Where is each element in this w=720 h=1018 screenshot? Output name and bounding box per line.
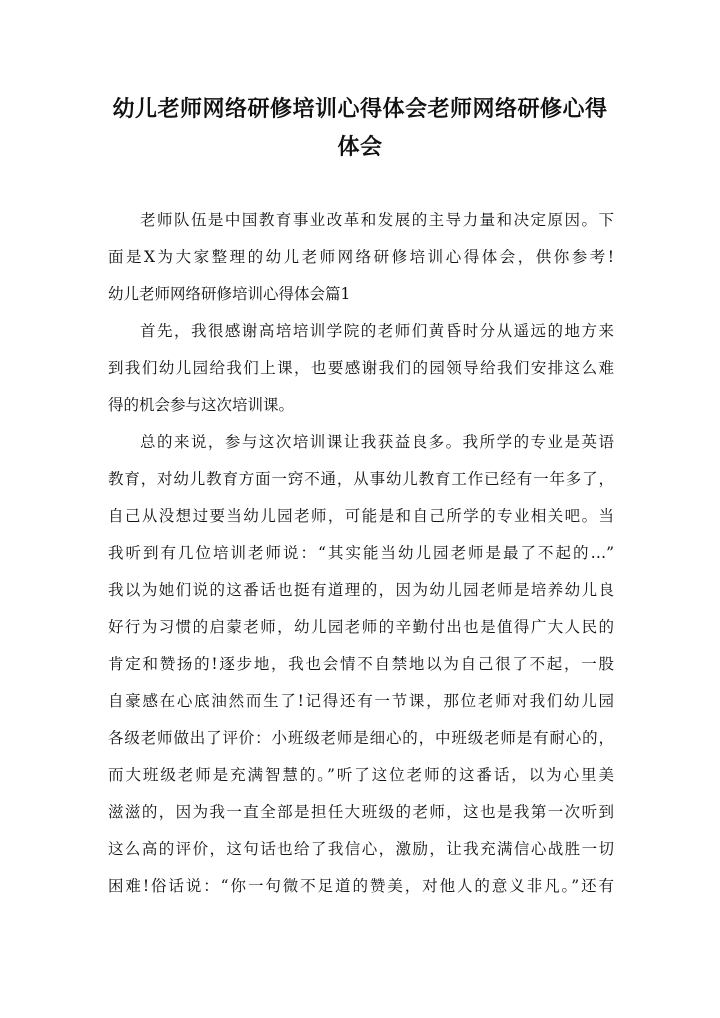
section-heading: 幼儿老师网络研修培训心得体会篇1 [108,285,351,303]
document-title-line-2: 体会 [337,134,383,160]
paragraph-line: 老师队伍是中国教育事业改革和发展的主导力量和决定原因。下 [140,211,614,229]
paragraph-line: 得的机会参与这次培训课。 [108,396,295,414]
paragraph-line: 自豪感在心底油然而生了!记得还有一节课，那位老师对我们幼儿园 [108,692,614,710]
paragraph-line: 我以为她们说的这番话也挺有道理的，因为幼儿园老师是培养幼儿良 [108,581,614,599]
paragraph-line: 面是X为大家整理的幼儿老师网络研修培训心得体会，供你参考! [108,248,614,266]
paragraph-line: 总的来说，参与这次培训课让我获益良多。我所学的专业是英语 [140,433,614,451]
paragraph-line: 我听到有几位培训老师说：“其实能当幼儿园老师是最了不起的…” [108,544,614,562]
paragraph-line: 首先，我很感谢高培培训学院的老师们黄昏时分从遥远的地方来 [140,322,614,340]
paragraph-line: 各级老师做出了评价：小班级老师是细心的，中班级老师是有耐心的， [108,729,614,747]
paragraph-line: 困难!俗话说：“你一句微不足道的赞美，对他人的意义非凡。”还有 [108,877,614,895]
document-title-line-1: 幼儿老师网络研修培训心得体会老师网络研修心得 [112,96,608,122]
paragraph-line: 教育，对幼儿教育方面一窍不通，从事幼儿教育工作已经有一年多了， [108,470,614,488]
paragraph-line: 好行为习惯的启蒙老师，幼儿园老师的辛勤付出也是值得广大人民的 [108,618,614,636]
paragraph-line: 这么高的评价，这句话也给了我信心，激励，让我充满信心战胜一切 [108,840,614,858]
paragraph-line: 到我们幼儿园给我们上课，也要感谢我们的园领导给我们安排这么难 [108,359,614,377]
paragraph-line: 肯定和赞扬的!逐步地，我也会情不自禁地以为自己很了不起，一股 [108,655,614,673]
paragraph-line: 而大班级老师是充满智慧的。”听了这位老师的这番话，以为心里美 [108,766,614,784]
paragraph-line: 自己从没想过要当幼儿园老师，可能是和自己所学的专业相关吧。当 [108,507,614,525]
paragraph-line: 滋滋的，因为我一直全部是担任大班级的老师，这也是我第一次听到 [108,803,614,821]
